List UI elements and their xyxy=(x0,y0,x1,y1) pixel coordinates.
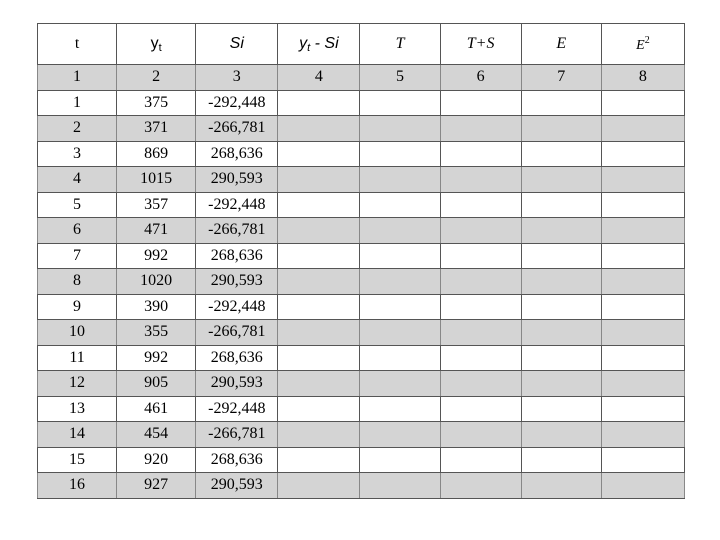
trend-plus-season-cell xyxy=(440,116,521,142)
header-t: t xyxy=(38,24,117,65)
yt-minus-si-cell xyxy=(278,116,360,142)
trend-cell xyxy=(360,192,440,218)
error-squared-cell xyxy=(601,116,684,142)
si-cell: -292,448 xyxy=(196,396,278,422)
error-cell xyxy=(521,141,601,167)
error-cell xyxy=(521,269,601,295)
error-squared-cell xyxy=(601,447,684,473)
yt-minus-si-cell xyxy=(278,473,360,499)
yt-cell: 927 xyxy=(117,473,196,499)
trend-cell xyxy=(360,447,440,473)
t-cell: 14 xyxy=(38,422,117,448)
yt-cell: 992 xyxy=(117,243,196,269)
trend-cell xyxy=(360,294,440,320)
error-cell xyxy=(521,447,601,473)
table-row xyxy=(38,90,685,116)
yt-minus-si-cell xyxy=(278,320,360,346)
header-error: E xyxy=(521,24,601,65)
header-row xyxy=(38,24,685,65)
error-squared-cell xyxy=(601,345,684,371)
table-body xyxy=(38,65,685,499)
header-si: Si xyxy=(196,24,278,65)
si-cell: 268,636 xyxy=(196,447,278,473)
error-cell xyxy=(521,243,601,269)
table-row xyxy=(38,371,685,397)
t-cell: 10 xyxy=(38,320,117,346)
si-cell: 268,636 xyxy=(196,345,278,371)
table-row xyxy=(38,116,685,142)
error-squared-cell xyxy=(601,167,684,193)
error-squared-cell xyxy=(601,192,684,218)
yt-cell: 869 xyxy=(117,141,196,167)
t-cell: 5 xyxy=(38,192,117,218)
yt-minus-si-cell xyxy=(278,396,360,422)
si-cell: 290,593 xyxy=(196,167,278,193)
trend-plus-season-cell xyxy=(440,192,521,218)
seasonal-decomposition-table xyxy=(37,23,685,499)
si-cell: 290,593 xyxy=(196,269,278,295)
trend-cell xyxy=(360,473,440,499)
error-squared-cell xyxy=(601,90,684,116)
yt-cell: 992 xyxy=(117,345,196,371)
t-cell: 11 xyxy=(38,345,117,371)
trend-plus-season-cell xyxy=(440,447,521,473)
yt-cell: 461 xyxy=(117,396,196,422)
t-cell: 8 xyxy=(38,269,117,295)
yt-minus-si-cell xyxy=(278,218,360,244)
error-cell xyxy=(521,294,601,320)
t-cell: 16 xyxy=(38,473,117,499)
yt-minus-si-cell xyxy=(278,243,360,269)
yt-minus-si-cell xyxy=(278,90,360,116)
trend-cell xyxy=(360,141,440,167)
error-cell xyxy=(521,90,601,116)
yt-minus-si-cell xyxy=(278,447,360,473)
error-squared-cell xyxy=(601,473,684,499)
error-cell xyxy=(521,320,601,346)
yt-cell: 1020 xyxy=(117,269,196,295)
t-cell: 12 xyxy=(38,371,117,397)
yt-cell: 390 xyxy=(117,294,196,320)
error-squared-cell xyxy=(601,396,684,422)
table-row xyxy=(38,345,685,371)
yt-minus-si-cell xyxy=(278,167,360,193)
yt-cell: 371 xyxy=(117,116,196,142)
column-number-cell: 1 xyxy=(38,65,117,91)
t-cell: 15 xyxy=(38,447,117,473)
yt-minus-si-cell xyxy=(278,422,360,448)
error-cell xyxy=(521,422,601,448)
trend-cell xyxy=(360,269,440,295)
t-cell: 3 xyxy=(38,141,117,167)
header-trend: T xyxy=(360,24,440,65)
trend-cell xyxy=(360,218,440,244)
column-number-cell: 8 xyxy=(601,65,684,91)
table-row xyxy=(38,141,685,167)
si-cell: -266,781 xyxy=(196,422,278,448)
trend-cell xyxy=(360,345,440,371)
column-number-cell: 4 xyxy=(278,65,360,91)
error-cell xyxy=(521,396,601,422)
table-row xyxy=(38,294,685,320)
trend-plus-season-cell xyxy=(440,371,521,397)
header-yt: $y_t$ xyxy=(117,24,196,65)
trend-cell xyxy=(360,320,440,346)
error-cell xyxy=(521,371,601,397)
header-yt-minus-si: $y_t$ - Si xyxy=(278,24,360,65)
error-squared-cell xyxy=(601,320,684,346)
yt-cell: 454 xyxy=(117,422,196,448)
trend-plus-season-cell xyxy=(440,422,521,448)
trend-plus-season-cell xyxy=(440,218,521,244)
column-number-row xyxy=(38,65,685,91)
yt-cell: 1015 xyxy=(117,167,196,193)
column-number-cell: 6 xyxy=(440,65,521,91)
column-number-cell: 7 xyxy=(521,65,601,91)
trend-plus-season-cell xyxy=(440,90,521,116)
trend-plus-season-cell xyxy=(440,320,521,346)
trend-plus-season-cell xyxy=(440,167,521,193)
trend-cell xyxy=(360,371,440,397)
yt-cell: 471 xyxy=(117,218,196,244)
column-number-cell: 5 xyxy=(360,65,440,91)
yt-minus-si-cell xyxy=(278,294,360,320)
table-row xyxy=(38,422,685,448)
error-cell xyxy=(521,473,601,499)
table-row xyxy=(38,192,685,218)
trend-cell xyxy=(360,422,440,448)
trend-plus-season-cell xyxy=(440,243,521,269)
column-number-cell: 2 xyxy=(117,65,196,91)
error-squared-cell xyxy=(601,218,684,244)
table-row xyxy=(38,218,685,244)
error-cell xyxy=(521,345,601,371)
column-number-cell: 3 xyxy=(196,65,278,91)
table-row xyxy=(38,167,685,193)
error-cell xyxy=(521,192,601,218)
trend-cell xyxy=(360,90,440,116)
table-row xyxy=(38,473,685,499)
table-row xyxy=(38,243,685,269)
si-cell: -266,781 xyxy=(196,218,278,244)
si-cell: -292,448 xyxy=(196,192,278,218)
trend-plus-season-cell xyxy=(440,396,521,422)
t-cell: 1 xyxy=(38,90,117,116)
header-error-squared: $E^2$ xyxy=(601,24,684,65)
trend-plus-season-cell xyxy=(440,473,521,499)
error-cell xyxy=(521,167,601,193)
yt-cell: 355 xyxy=(117,320,196,346)
trend-cell xyxy=(360,396,440,422)
yt-cell: 920 xyxy=(117,447,196,473)
yt-minus-si-cell xyxy=(278,141,360,167)
si-cell: -292,448 xyxy=(196,294,278,320)
si-cell: -266,781 xyxy=(196,320,278,346)
error-squared-cell xyxy=(601,371,684,397)
table-row xyxy=(38,396,685,422)
t-cell: 9 xyxy=(38,294,117,320)
error-squared-cell xyxy=(601,243,684,269)
trend-plus-season-cell xyxy=(440,269,521,295)
si-cell: 268,636 xyxy=(196,141,278,167)
error-squared-cell xyxy=(601,269,684,295)
trend-cell xyxy=(360,116,440,142)
t-cell: 4 xyxy=(38,167,117,193)
trend-plus-season-cell xyxy=(440,141,521,167)
si-cell: -266,781 xyxy=(196,116,278,142)
si-cell: 268,636 xyxy=(196,243,278,269)
error-squared-cell xyxy=(601,422,684,448)
table-row xyxy=(38,320,685,346)
yt-cell: 905 xyxy=(117,371,196,397)
yt-minus-si-cell xyxy=(278,371,360,397)
si-cell: 290,593 xyxy=(196,371,278,397)
error-cell xyxy=(521,116,601,142)
yt-minus-si-cell xyxy=(278,269,360,295)
t-cell: 2 xyxy=(38,116,117,142)
trend-cell xyxy=(360,243,440,269)
yt-cell: 357 xyxy=(117,192,196,218)
t-cell: 6 xyxy=(38,218,117,244)
table-row xyxy=(38,269,685,295)
si-cell: 290,593 xyxy=(196,473,278,499)
trend-cell xyxy=(360,167,440,193)
yt-minus-si-cell xyxy=(278,192,360,218)
yt-minus-si-cell xyxy=(278,345,360,371)
header-trend-plus-season: T+S xyxy=(440,24,521,65)
yt-cell: 375 xyxy=(117,90,196,116)
si-cell: -292,448 xyxy=(196,90,278,116)
t-cell: 7 xyxy=(38,243,117,269)
error-squared-cell xyxy=(601,294,684,320)
t-cell: 13 xyxy=(38,396,117,422)
error-cell xyxy=(521,218,601,244)
trend-plus-season-cell xyxy=(440,345,521,371)
error-squared-cell xyxy=(601,141,684,167)
trend-plus-season-cell xyxy=(440,294,521,320)
table-row xyxy=(38,447,685,473)
